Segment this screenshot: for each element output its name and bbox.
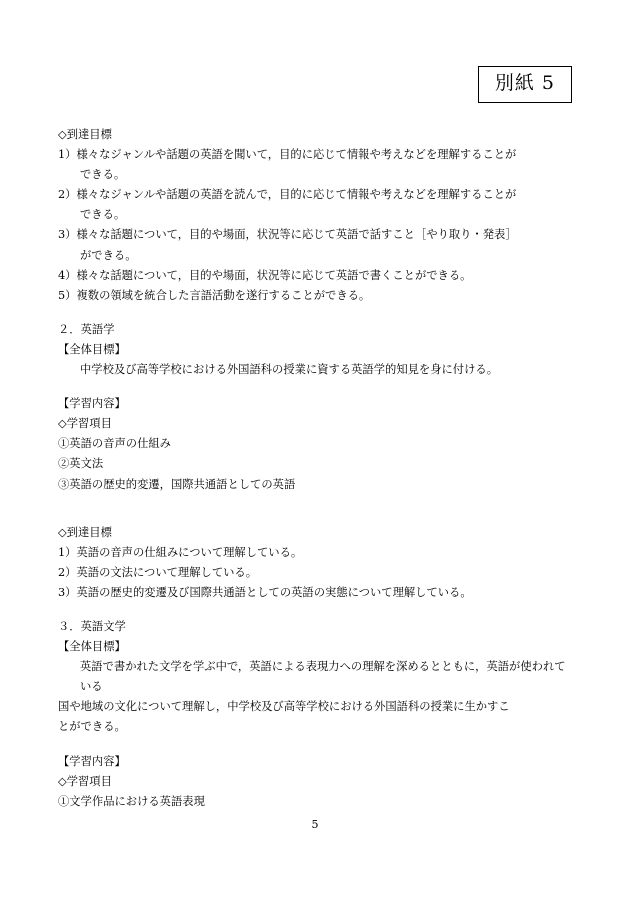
subsection-heading: 【全体目標】 xyxy=(58,640,126,654)
spacer xyxy=(58,603,572,617)
text-line: ◇学習項目 xyxy=(58,417,112,431)
text-line: ◇学習項目 xyxy=(58,774,112,788)
document-body xyxy=(58,125,572,812)
text-line: 国や地域の文化について理解し，中学校及び高等学校における外国語科の授業に生かすこ xyxy=(58,700,510,714)
text-line: 英語で書かれた文学を学ぶ中で，英語による表現力への理解を深めるとともに，英語が使われている xyxy=(80,660,566,694)
page-number: 5 xyxy=(311,818,319,831)
text-line: 2）様々なジャンルや話題の英語を読んで，目的に応じて情報や考えなどを理解することが xyxy=(58,188,517,202)
text-line: 2）英語の文法について理解している。 xyxy=(58,565,258,579)
text-line: 4）様々な話題について，目的や場面，状況等に応じて英語で書くことができる。 xyxy=(58,268,472,282)
text-line: 1）様々なジャンルや話題の英語を聞いて，目的に応じて情報や考えなどを理解することが xyxy=(58,148,517,162)
subsection-heading: 【学習内容】 xyxy=(58,754,126,768)
text-line: ◇到達目標 xyxy=(58,525,112,539)
spacer xyxy=(58,738,572,752)
text-line: できる。 xyxy=(80,208,126,222)
subsection-heading: 【全体目標】 xyxy=(58,342,126,356)
document-header xyxy=(58,66,572,103)
text-line: ができる。 xyxy=(80,248,137,262)
text-line: できる。 xyxy=(80,168,126,182)
list-item: ③英語の歴史的変遷，国際共通語としての英語 xyxy=(58,477,296,491)
list-item: ①英語の音声の仕組み xyxy=(58,437,171,451)
spacer xyxy=(58,495,572,523)
section-heading: ２．英語学 xyxy=(58,322,115,336)
text-line: 3）英語の歴史的変遷及び国際共通語としての英語の実態について理解している。 xyxy=(58,585,472,599)
spacer xyxy=(58,380,572,394)
section-heading: ３．英語文学 xyxy=(58,619,126,633)
list-item: ②英文法 xyxy=(58,457,104,471)
attachment-stamp: 別紙 5 xyxy=(478,66,572,103)
text-line: 中学校及び高等学校における外国語科の授業に資する英語学的知見を身に付ける。 xyxy=(80,363,498,377)
text-line: ◇到達目標 xyxy=(58,128,112,141)
spacer xyxy=(58,306,572,320)
text-line: とができる。 xyxy=(58,720,126,734)
text-line: 3）様々な話題について，目的や場面，状況等に応じて英語で話すこと［やり取り・発表］ xyxy=(58,228,517,242)
list-item: ①文学作品における英語表現 xyxy=(58,794,205,808)
text-line: 5）複数の領域を統合した言語活動を遂行することができる。 xyxy=(58,288,371,302)
text-line: 1）英語の音声の仕組みについて理解している。 xyxy=(58,545,303,559)
subsection-heading: 【学習内容】 xyxy=(58,397,126,411)
